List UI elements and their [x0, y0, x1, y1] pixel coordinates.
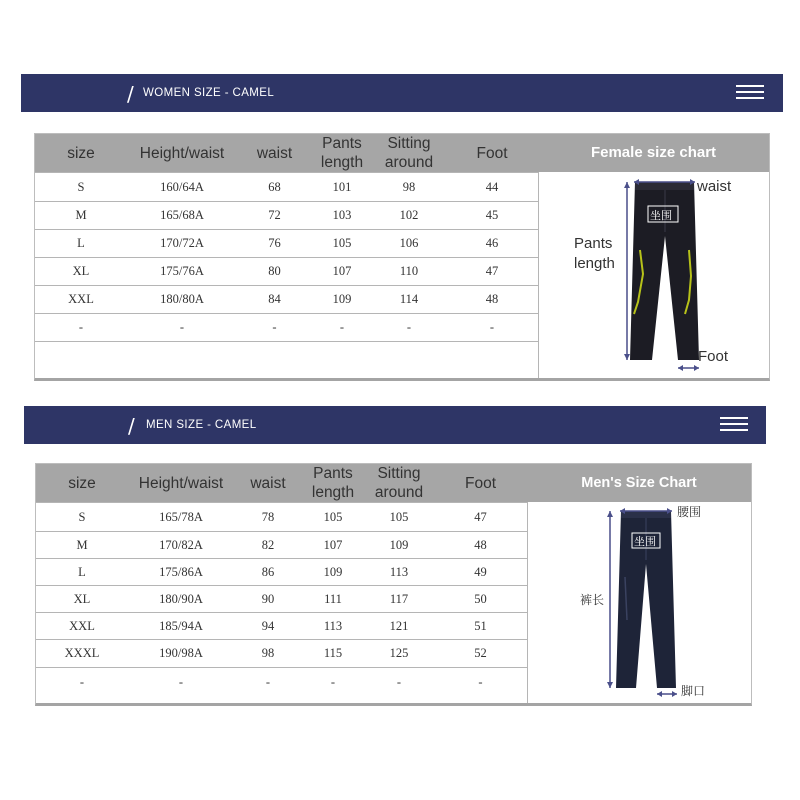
- cell: 90: [234, 586, 302, 613]
- cell: 86: [234, 559, 302, 586]
- cell: 107: [302, 532, 364, 559]
- cell: 48: [434, 532, 527, 559]
- cell: 180/80A: [127, 286, 237, 314]
- cell: 78: [234, 503, 302, 532]
- header-pants-length: Pants length: [312, 134, 372, 173]
- cell: 113: [302, 613, 364, 640]
- cell: 82: [234, 532, 302, 559]
- men-foot-label: 脚口: [681, 684, 706, 698]
- table-row: [36, 613, 527, 640]
- cell: -: [36, 668, 128, 697]
- cell: XL: [36, 586, 128, 613]
- cell: 185/94A: [128, 613, 234, 640]
- cell: XXL: [36, 613, 128, 640]
- menu-icon[interactable]: [736, 85, 764, 101]
- cell: M: [35, 202, 127, 230]
- men-size-table: [36, 464, 527, 697]
- cell: 94: [234, 613, 302, 640]
- header-pants-length: Pants length: [302, 464, 364, 503]
- cell: 165/68A: [127, 202, 237, 230]
- cell: 175/76A: [127, 258, 237, 286]
- women-size-table: [35, 134, 538, 373]
- cell: 68: [237, 173, 312, 202]
- men-size-banner: [24, 406, 766, 444]
- cell: -: [35, 314, 127, 342]
- cell: 170/72A: [127, 230, 237, 258]
- cell: 98: [234, 640, 302, 668]
- table-row: [35, 202, 538, 230]
- cell: 48: [446, 286, 538, 314]
- cell: -: [302, 668, 364, 697]
- cell: 107: [312, 258, 372, 286]
- cell: 47: [434, 503, 527, 532]
- women-banner-title: WOMEN SIZE - CAMEL: [143, 87, 275, 99]
- waist-label: waist: [697, 178, 732, 195]
- table-row: [35, 230, 538, 258]
- cell: S: [35, 173, 127, 202]
- cell: 114: [372, 286, 446, 314]
- cell: XXL: [35, 286, 127, 314]
- female-pants-diagram: [539, 172, 769, 378]
- cell: -: [372, 314, 446, 342]
- cell: XL: [35, 258, 127, 286]
- cell: -: [364, 668, 434, 697]
- cell: 49: [434, 559, 527, 586]
- cell: [237, 342, 312, 373]
- cell: 175/86A: [128, 559, 234, 586]
- cell: S: [36, 503, 128, 532]
- cell: 110: [372, 258, 446, 286]
- cell: [35, 342, 127, 373]
- cell: -: [312, 314, 372, 342]
- women-size-panel: [34, 133, 770, 381]
- cell: 45: [446, 202, 538, 230]
- cell: [446, 342, 538, 373]
- cell: 121: [364, 613, 434, 640]
- header-sitting-around: Sitting around: [372, 134, 446, 173]
- cell: 106: [372, 230, 446, 258]
- men-length-label: 裤长: [580, 593, 605, 607]
- cell: 46: [446, 230, 538, 258]
- cell: -: [127, 314, 237, 342]
- slash-icon: /: [127, 82, 134, 106]
- cell: 105: [302, 503, 364, 532]
- cell: -: [128, 668, 234, 697]
- menu-icon[interactable]: [720, 417, 748, 433]
- cell: 170/82A: [128, 532, 234, 559]
- female-chart-title: Female size chart: [538, 134, 769, 172]
- table-row: [36, 503, 527, 532]
- cell: 72: [237, 202, 312, 230]
- foot-label: Foot: [698, 348, 729, 365]
- men-chart-box: [527, 502, 751, 703]
- cell: 117: [364, 586, 434, 613]
- cell: 103: [312, 202, 372, 230]
- header-waist: waist: [237, 134, 312, 173]
- cell: 105: [364, 503, 434, 532]
- slash-icon: /: [128, 414, 135, 438]
- seat-label: 坐围: [650, 209, 672, 222]
- header-size: size: [36, 464, 128, 503]
- header-height-waist: Height/waist: [127, 134, 237, 173]
- header-sitting-around: Sitting around: [364, 464, 434, 503]
- table-row: [36, 559, 527, 586]
- cell: 111: [302, 586, 364, 613]
- men-waist-label: 腰围: [677, 505, 702, 519]
- cell: L: [36, 559, 128, 586]
- cell: 115: [302, 640, 364, 668]
- cell: 165/78A: [128, 503, 234, 532]
- cell: [372, 342, 446, 373]
- women-size-banner: [21, 74, 783, 112]
- header-foot: Foot: [446, 134, 538, 173]
- table-row: [35, 173, 538, 202]
- table-row: [35, 314, 538, 342]
- cell: 47: [446, 258, 538, 286]
- cell: 109: [312, 286, 372, 314]
- cell: 113: [364, 559, 434, 586]
- men-chart-title: Men's Size Chart: [527, 464, 751, 502]
- header-waist: waist: [234, 464, 302, 503]
- table-row: [36, 640, 527, 668]
- cell: M: [36, 532, 128, 559]
- cell: 109: [302, 559, 364, 586]
- table-row: [35, 258, 538, 286]
- cell: 190/98A: [128, 640, 234, 668]
- cell: 44: [446, 173, 538, 202]
- cell: 51: [434, 613, 527, 640]
- cell: 98: [372, 173, 446, 202]
- men-size-panel: [35, 463, 752, 706]
- header-size: size: [35, 134, 127, 173]
- table-row: [36, 668, 527, 697]
- cell: L: [35, 230, 127, 258]
- table-row: [35, 286, 538, 314]
- men-banner-title: MEN SIZE - CAMEL: [146, 419, 257, 431]
- cell: 80: [237, 258, 312, 286]
- cell: 50: [434, 586, 527, 613]
- cell: 105: [312, 230, 372, 258]
- cell: 101: [312, 173, 372, 202]
- cell: 84: [237, 286, 312, 314]
- pants-length-label: Pants length: [574, 235, 615, 272]
- cell: -: [434, 668, 527, 697]
- cell: 109: [364, 532, 434, 559]
- header-height-waist: Height/waist: [128, 464, 234, 503]
- cell: [312, 342, 372, 373]
- cell: XXXL: [36, 640, 128, 668]
- table-row: [36, 586, 527, 613]
- cell: 160/64A: [127, 173, 237, 202]
- cell: 180/90A: [128, 586, 234, 613]
- cell: -: [237, 314, 312, 342]
- table-row: [35, 342, 538, 373]
- cell: -: [234, 668, 302, 697]
- cell: 76: [237, 230, 312, 258]
- cell: 52: [434, 640, 527, 668]
- cell: 102: [372, 202, 446, 230]
- header-foot: Foot: [434, 464, 527, 503]
- female-chart-box: [538, 172, 769, 378]
- men-seat-label: 坐围: [634, 535, 656, 548]
- cell: 125: [364, 640, 434, 668]
- table-row: [36, 532, 527, 559]
- cell: -: [446, 314, 538, 342]
- cell: [127, 342, 237, 373]
